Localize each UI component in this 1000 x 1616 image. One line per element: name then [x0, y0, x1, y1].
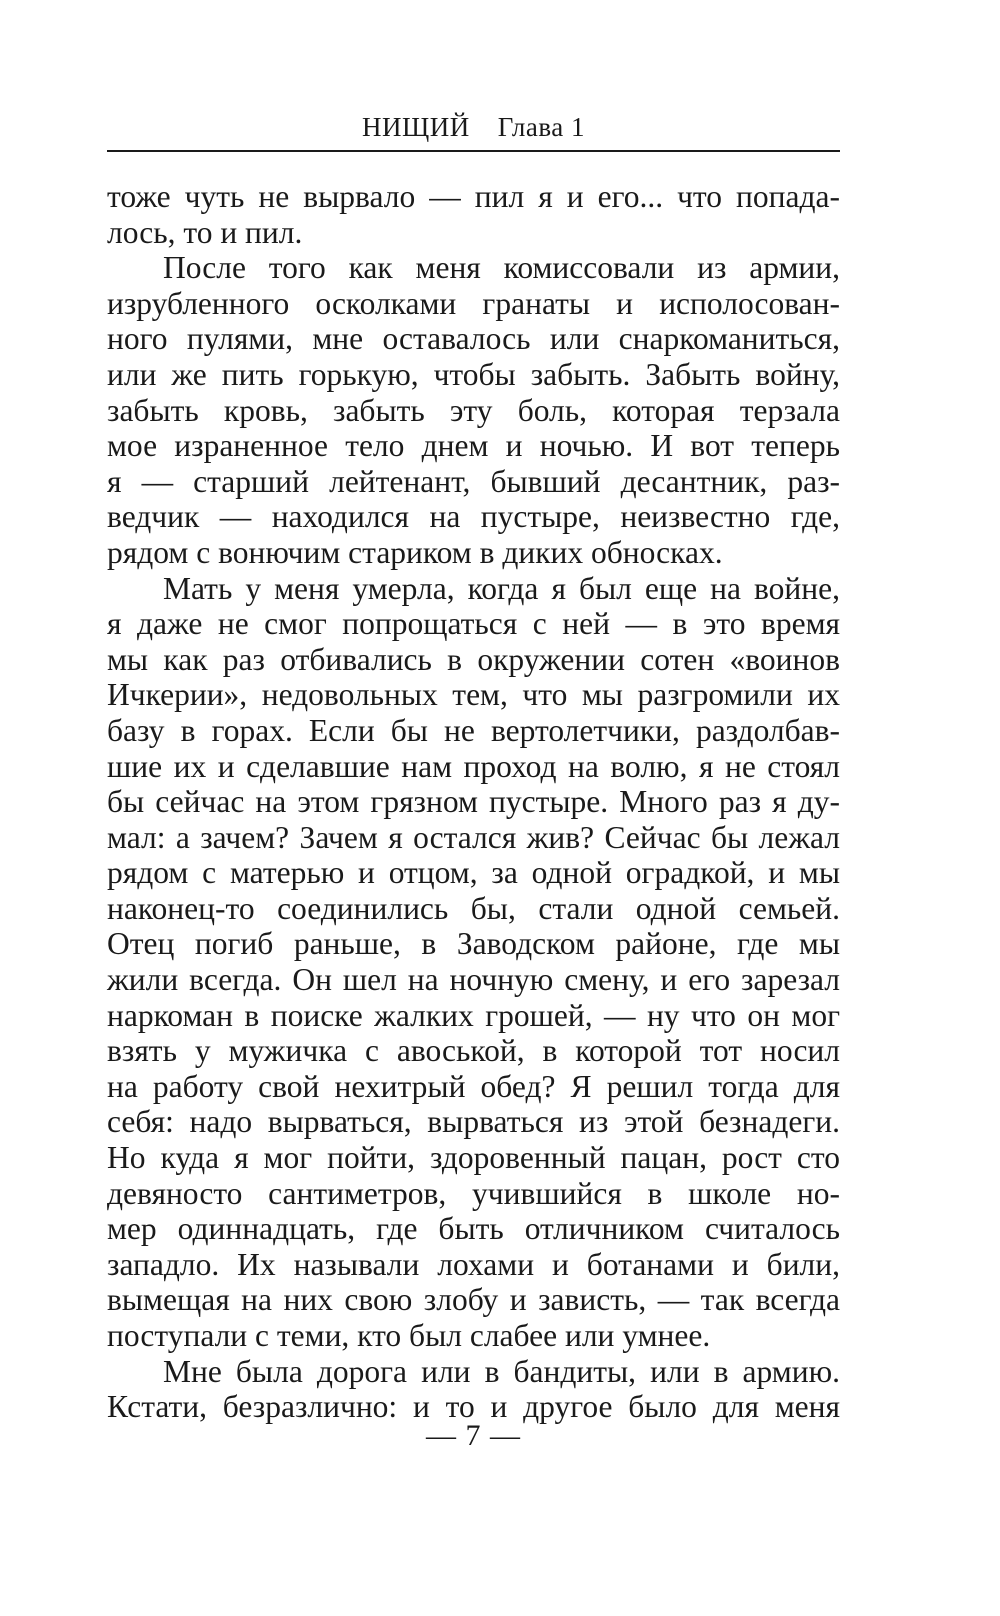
text-line: западло. Их называли лохами и ботанами и били, [107, 1246, 840, 1282]
paragraph [107, 571, 840, 1354]
text-line: ведчик — находился на пустыре, неизвестно где, [107, 499, 840, 535]
text-line: мал: а зачем? Зачем я остался жив? Сейчас бы лежал [107, 819, 840, 855]
book-page [107, 112, 840, 1552]
book-title: НИЩИЙ [362, 112, 470, 142]
text-line: вымещая на них свою злобу и зависть, — так всегда [107, 1282, 840, 1318]
text-line: рядом с матерью и отцом, за одной оградкой, и мы [107, 855, 840, 891]
text-line: шие их и сделавшие нам проход на волю, я не стоял [107, 748, 840, 784]
text-line: жили всегда. Он шел на ночную смену, и его зарезал [107, 962, 840, 998]
text-line: поступали с теми, кто был слабее или умнее. [107, 1318, 711, 1353]
chapter-label: Глава 1 [497, 112, 585, 142]
text-line: базу в горах. Если бы не вертолетчики, раздолбав- [107, 712, 840, 748]
page-number: — 7 — [426, 1419, 521, 1452]
text-line: После того как меня комиссовали из армии, [163, 250, 840, 286]
paragraph [107, 1354, 840, 1425]
text-line: я — старший лейтенант, бывший десантник, раз- [107, 463, 840, 499]
text-line: или же пить горькую, чтобы забыть. Забыть войну, [107, 356, 840, 392]
text-line: рядом с вонючим стариком в диких обносках. [107, 534, 723, 570]
text-line: Мне была дорога или в бандиты, или в армию. [163, 1353, 840, 1389]
text-line: лось, то и пил. [107, 214, 303, 250]
text-line: наконец-то соединились бы, стали одной семьей. [107, 890, 840, 926]
text-line: девяносто сантиметров, учившийся в школе но- [107, 1175, 840, 1211]
text-line: бы сейчас на этом грязном пустыре. Много раз я ду- [107, 784, 840, 820]
text-line: Отец погиб раньше, в Заводском районе, где мы [107, 926, 840, 962]
body-text [107, 179, 840, 1425]
running-head [107, 112, 840, 152]
text-line: взять у мужичка с авоськой, в которой тот носил [107, 1033, 840, 1069]
text-line: Мать у меня умерла, когда я был еще на войне, [163, 570, 840, 606]
text-line: тоже чуть не вырвало — пил я и его... что попада- [107, 179, 840, 214]
text-line: мер одиннадцать, где быть отличником считалось [107, 1211, 840, 1247]
text-line: наркоман в поиске жалких грошей, — ну что он мог [107, 997, 840, 1033]
text-line: Ичкерии», недовольных тем, что мы разгромили их [107, 677, 840, 713]
text-line: себя: надо вырваться, вырваться из этой безнадеги. [107, 1104, 840, 1140]
text-line: Но куда я мог пойти, здоровенный пацан, рост сто [107, 1140, 840, 1176]
text-line: на работу свой нехитрый обед? Я решил тогда для [107, 1068, 840, 1104]
text-line: изрубленного осколками гранаты и исполосован- [107, 285, 840, 321]
text-line: забыть кровь, забыть эту боль, которая терзала [107, 392, 840, 428]
text-line: я даже не смог попрощаться с ней — в это время [107, 606, 840, 642]
text-line: ного пулями, мне оставалось или снаркоманиться, [107, 321, 840, 357]
text-line: мое израненное тело днем и ночью. И вот теперь [107, 428, 840, 464]
paragraph [107, 179, 840, 250]
paragraph [107, 250, 840, 570]
text-line: Кстати, безразлично: и то и другое было для меня [107, 1389, 840, 1425]
text-line: мы как раз отбивались в окружении сотен «воинов [107, 641, 840, 677]
